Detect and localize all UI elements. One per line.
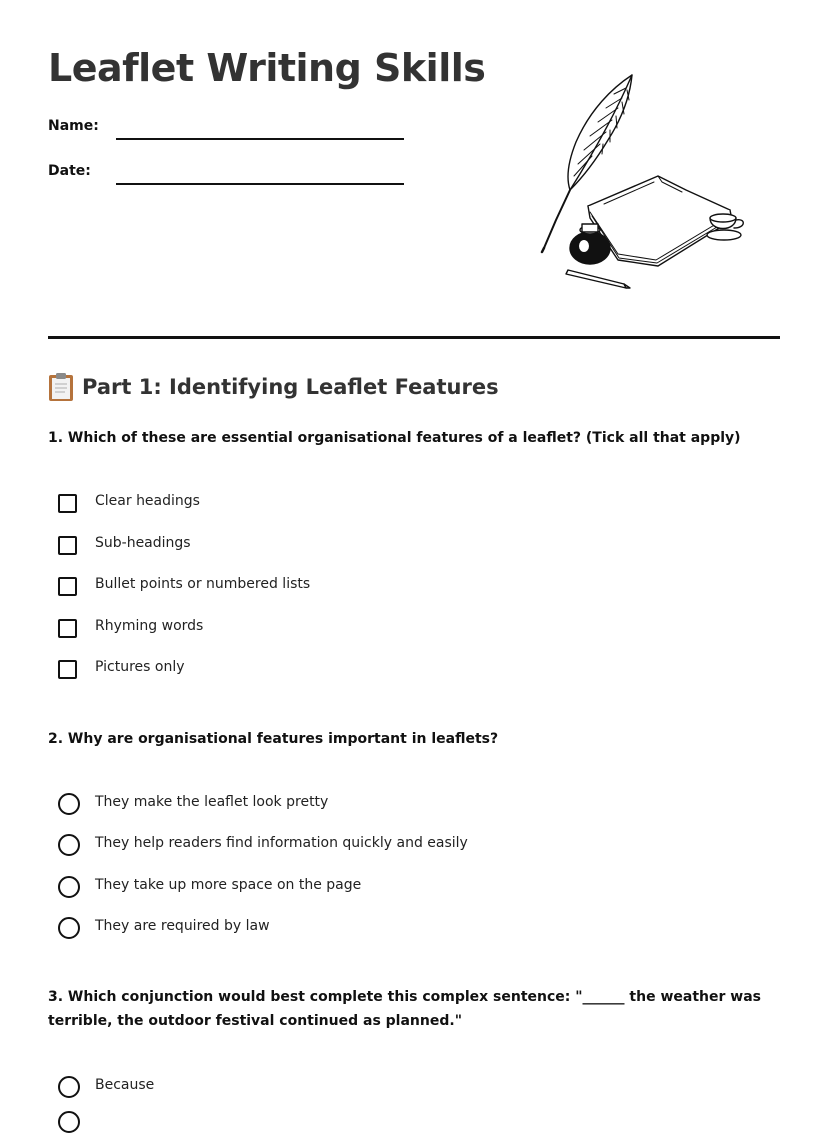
option-label: They are required by law: [95, 918, 270, 934]
radio-button[interactable]: [58, 876, 80, 898]
q3-option-2-partial[interactable]: [58, 1110, 80, 1134]
q2-option-1[interactable]: [58, 792, 329, 816]
question-3-text: 3. Which conjunction would best complete this complex sentence: "______ the weather was terrible, the outdoor festival continued as planned.": [48, 989, 761, 1029]
q2-option-2[interactable]: [58, 833, 468, 857]
option-label: They make the leaflet look pretty: [95, 794, 329, 810]
option-label: They take up more space on the page: [95, 877, 362, 893]
checkbox[interactable]: [58, 577, 77, 596]
checkbox[interactable]: [58, 494, 77, 513]
q1-option-bullet-points[interactable]: [58, 574, 311, 598]
option-label: Bullet points or numbered lists: [95, 576, 311, 592]
worksheet-title: Leaflet Writing Skills: [48, 46, 486, 90]
name-label: Name:: [48, 118, 99, 134]
clipboard-icon: [48, 372, 74, 402]
checkbox[interactable]: [58, 619, 77, 638]
radio-button[interactable]: [58, 1111, 80, 1133]
option-label: They help readers find information quickly and easily: [95, 835, 468, 851]
date-line[interactable]: [116, 183, 404, 185]
option-label: Clear headings: [95, 493, 200, 509]
option-label: Because: [95, 1077, 155, 1093]
checkbox[interactable]: [58, 660, 77, 679]
option-label: Sub-headings: [95, 535, 191, 551]
q2-option-3[interactable]: [58, 875, 362, 899]
name-field[interactable]: [48, 118, 408, 142]
option-label: Rhyming words: [95, 618, 204, 634]
radio-button[interactable]: [58, 917, 80, 939]
date-field[interactable]: [48, 163, 408, 187]
q3-option-1[interactable]: [58, 1075, 155, 1099]
question-1-text: 1. Which of these are essential organisational features of a leaflet? (Tick all that apply): [48, 430, 741, 446]
q1-option-rhyming-words[interactable]: [58, 616, 204, 640]
name-line[interactable]: [116, 138, 404, 140]
part1-heading: [48, 372, 499, 402]
q1-option-sub-headings[interactable]: [58, 533, 191, 557]
q2-option-4[interactable]: [58, 916, 270, 940]
date-label: Date:: [48, 163, 91, 179]
option-label: Pictures only: [95, 659, 185, 675]
quill-ink-paper-illustration: [530, 70, 760, 292]
radio-button[interactable]: [58, 1076, 80, 1098]
part1-heading-text: Part 1: Identifying Leaflet Features: [82, 375, 499, 399]
section-divider: [48, 336, 780, 339]
checkbox[interactable]: [58, 536, 77, 555]
question-2-text: 2. Why are organisational features important in leaflets?: [48, 731, 499, 747]
radio-button[interactable]: [58, 793, 80, 815]
radio-button[interactable]: [58, 834, 80, 856]
q1-option-pictures-only[interactable]: [58, 657, 185, 681]
q1-option-clear-headings[interactable]: [58, 491, 200, 515]
